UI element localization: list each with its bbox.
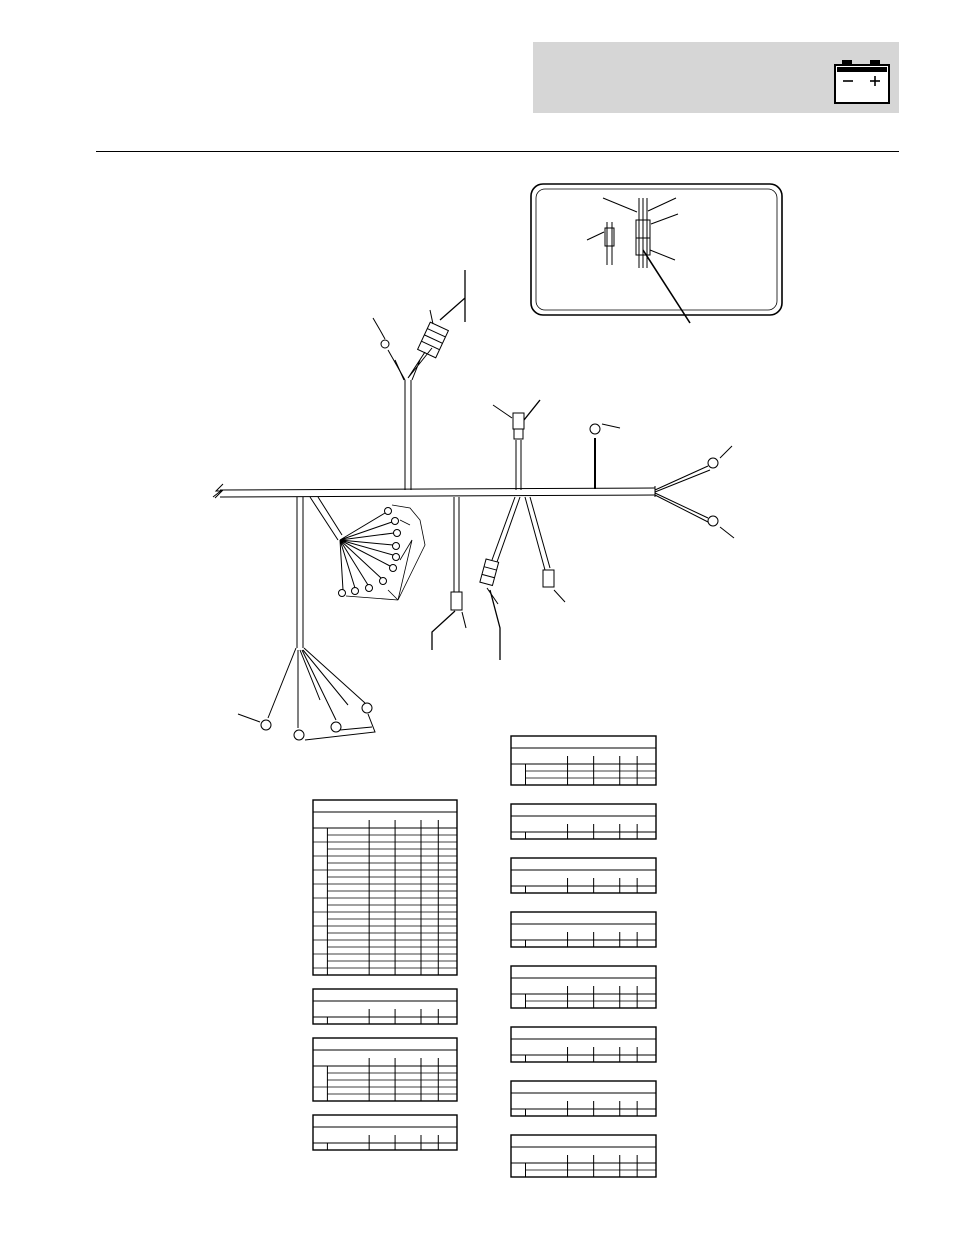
wire-table [313,1038,457,1101]
left-drop-branch [238,497,375,740]
wire-table [313,989,457,1024]
wire-table [511,1135,656,1177]
terminal-fan [310,497,425,600]
wire-table [313,800,457,975]
center-connector-drop [432,497,466,650]
wire-table [511,736,656,785]
tables-left-column [313,800,457,1150]
detail-inset [531,184,782,323]
right-branches [655,446,734,538]
ring-terminal-top [590,424,620,489]
wire-table [313,1115,457,1150]
tables-right-column [511,736,656,1177]
wire-table [511,966,656,1008]
upper-branch [373,270,465,490]
battery-icon [835,60,889,103]
diagonal-connector-branches [480,497,565,660]
main-trunk [213,484,655,498]
wire-table [511,858,656,893]
wire-table [511,1027,656,1062]
middle-top-connector [493,400,540,490]
wire-table [511,912,656,947]
wire-table [511,804,656,839]
wire-table [511,1081,656,1116]
